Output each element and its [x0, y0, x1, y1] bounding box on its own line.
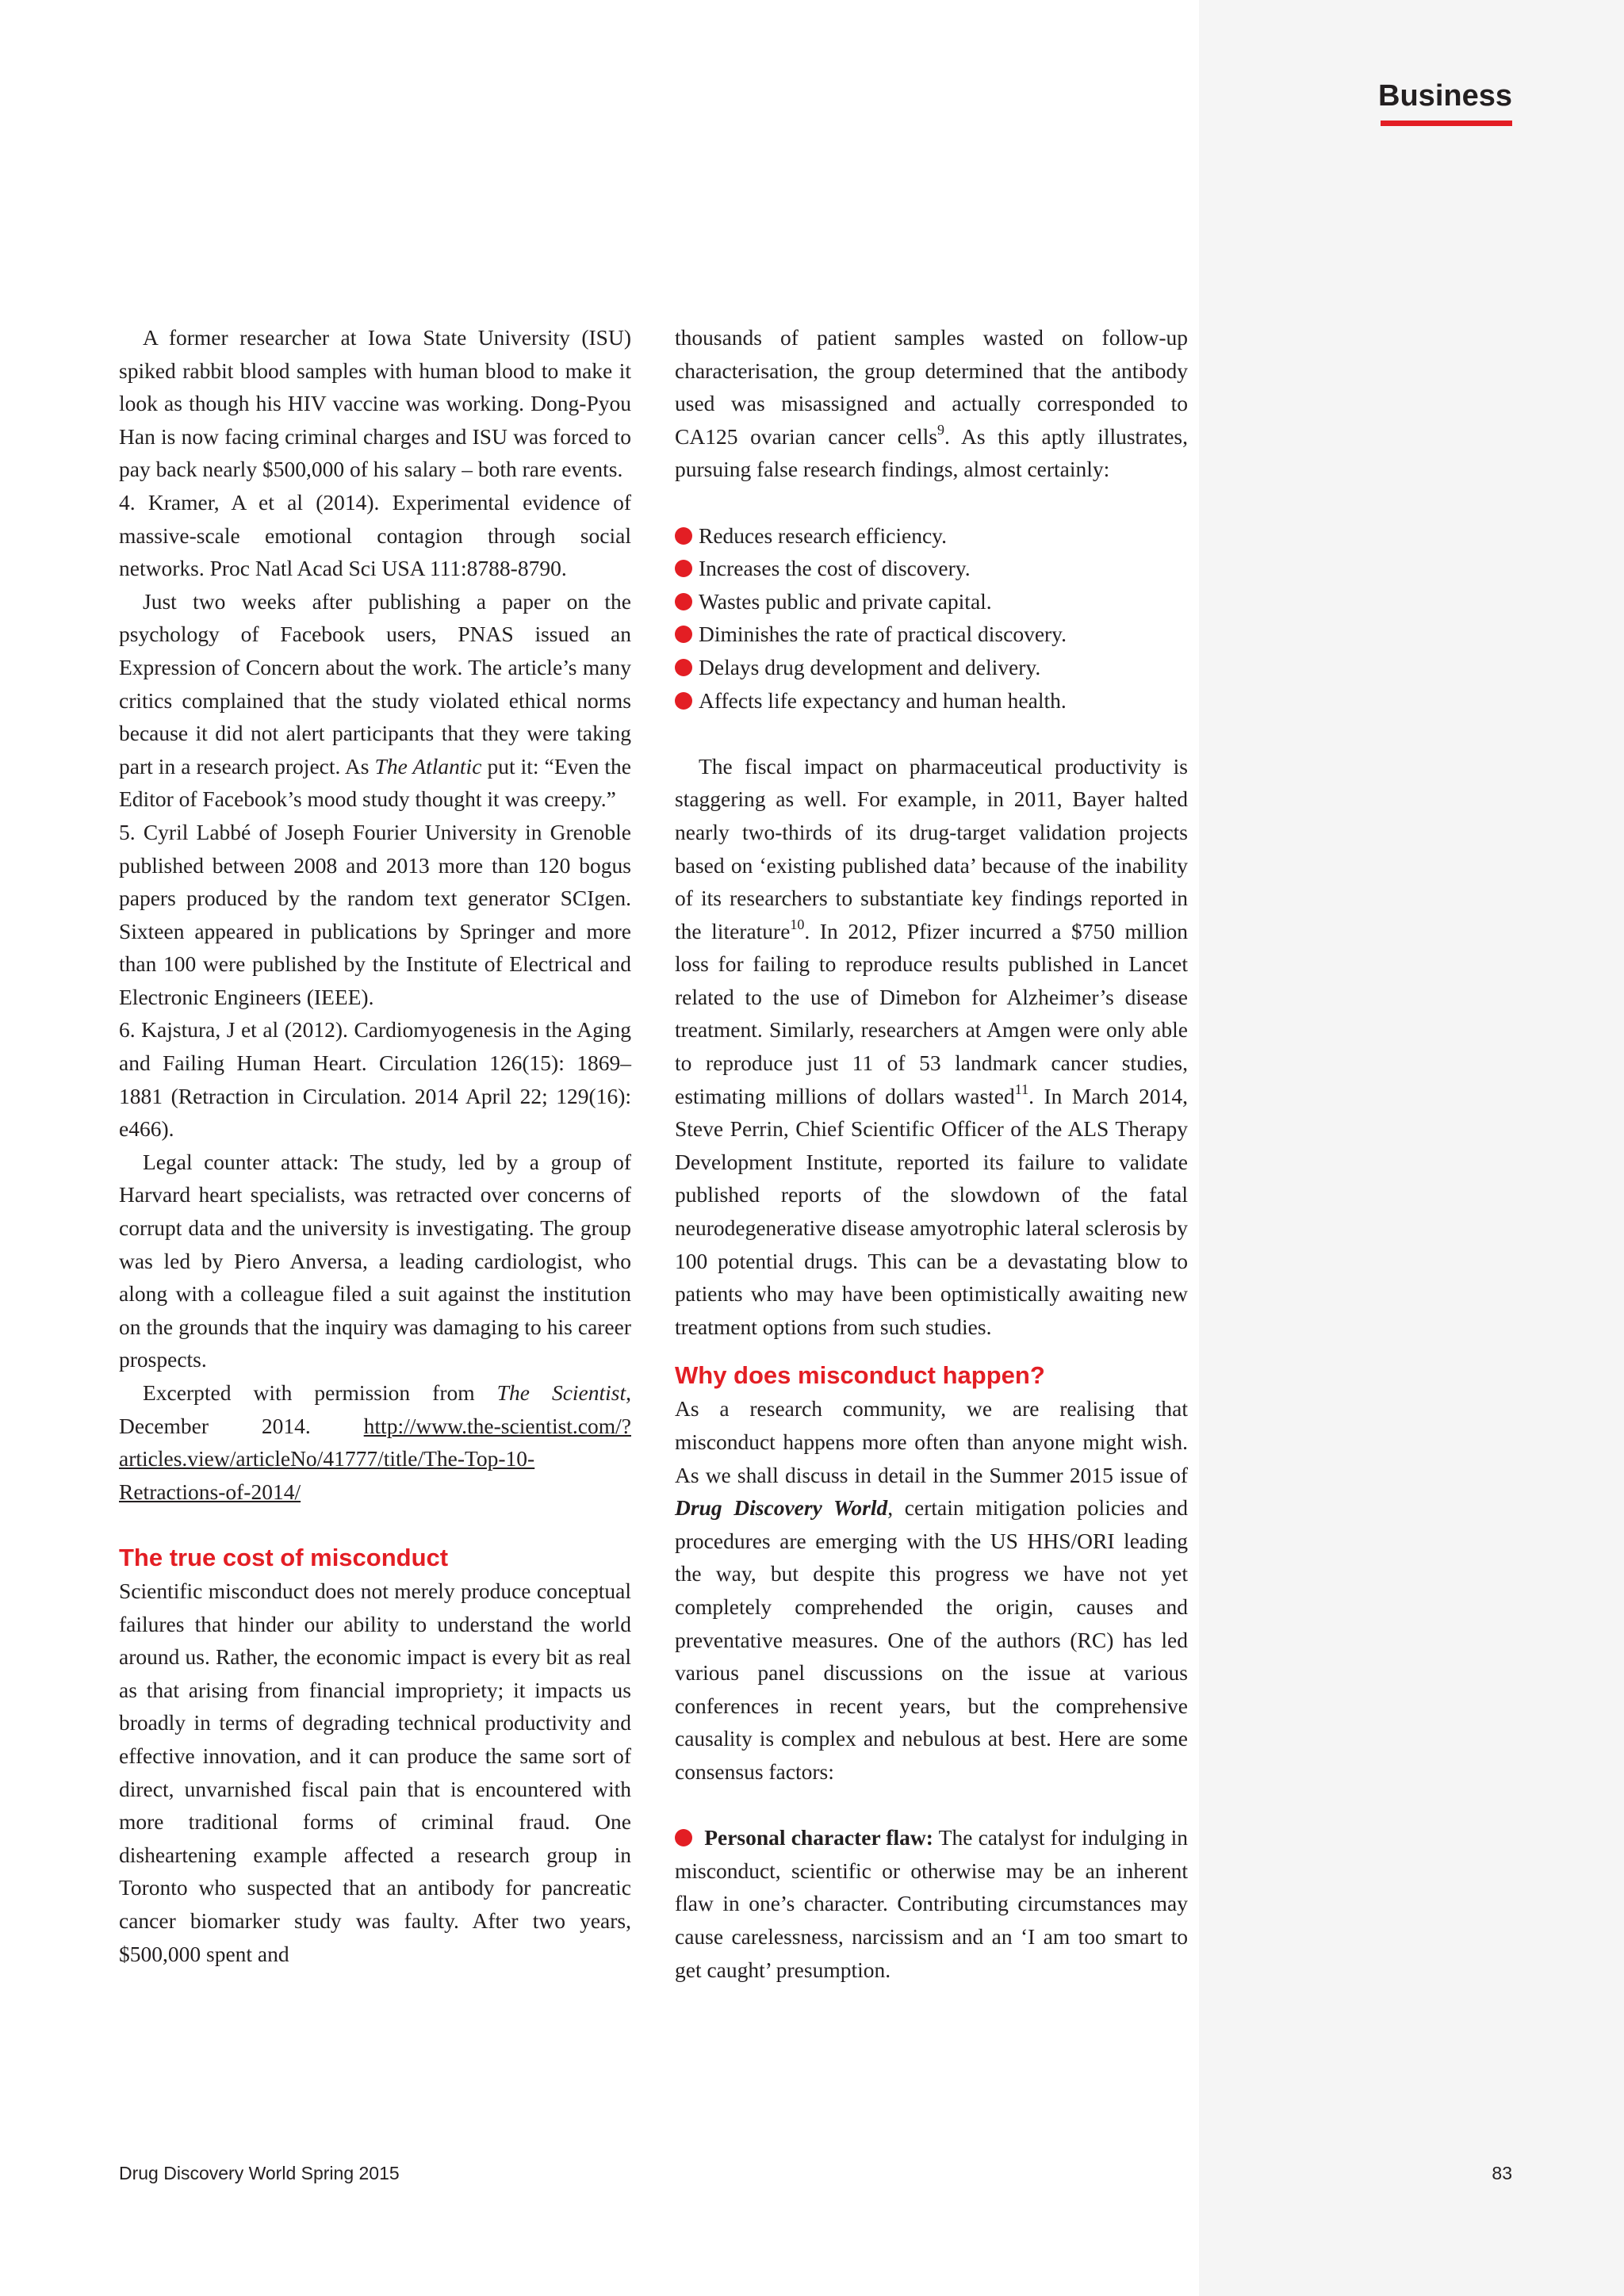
- bullet-paragraph: Personal character flaw: The catalyst for indulging in misconduct, scientific or otherwise may be an inherent flaw in one’s character. Contributing circumstances may cause carelessness, narcissism and an ‘I am too smart to get caught’ presumption.: [675, 1825, 1188, 1982]
- list-item: Diminishes the rate of practical discovery.: [675, 618, 1188, 651]
- bullet-icon: [675, 626, 692, 643]
- section-label: Business: [1378, 79, 1512, 113]
- right-column: [675, 321, 1188, 1986]
- paragraph: Excerpted with permission from The Scientist, December 2014. http://www.the-scientist.com/?articles.view/articleNo/41777/title/The-Top-10-Retractions-of-2014/: [119, 1380, 631, 1504]
- list-item: Reduces research efficiency.: [675, 519, 1188, 553]
- list-item: Affects life expectancy and human health.: [675, 684, 1188, 718]
- right-shaded-margin: [1199, 0, 1624, 2296]
- page-number: 83: [1492, 2163, 1512, 2183]
- bullet-icon: [675, 560, 692, 577]
- paragraph: Scientific misconduct does not merely produce conceptual failures that hinder our ability to understand the world around us. Rather, the economic impact is every bit as real as that arising from financial impropriety; it impacts us broadly in terms of degrading technical productivity and effective innovation, and it can produce the same sort of direct, unvarnished fiscal pain that is encountered with more traditional forms of criminal fraud. One disheartening example affected a research group in Toronto who suspected that an antibody for pancreatic cancer biomarker study was faulty. After two years, $500,000 spent and: [119, 1578, 631, 1966]
- bullet-icon: [675, 659, 692, 676]
- paragraph: Just two weeks after publishing a paper on the psychology of Facebook users, PNAS issued an Expression of Concern about the work. The article’s many critics complained that the study violated ethical norms because it did not alert participants that they were taking part in a research project. As The Atlantic put it: “Even the Editor of Facebook’s mood study thought it was creepy.”: [119, 588, 631, 812]
- paragraph: The fiscal impact on pharmaceutical productivity is staggering as well. For example, in 2011, Bayer halted nearly two-thirds of its drug-target validation projects based on ‘existing published data’ because of the inability of its researchers to substantiate key findings reported in the literature$^{10}$. In 2012, Pfizer incurred a $750 million loss for failing to reproduce results published in Lancet related to the use of Dimebon for Alzheimer’s disease treatment. Similarly, researchers at Amgen were only able to reproduce just 11 of 53 landmark cancer studies, estimating millions of dollars wasted$^{11}$. In March 2014, Steve Perrin, Chief Scientific Officer of the ALS Therapy Development Institute, reported its failure to validate published reports of the slowdown of the fatal neurodegenerative disease amyotrophic lateral sclerosis by 100 potential drugs. This can be a devastating blow to patients who may have been optimistically awaiting new treatment options from such studies.: [675, 753, 1188, 1339]
- section-underline: [1381, 121, 1512, 126]
- reference: 6. Kajstura, J et al (2012). Cardiomyogenesis in the Aging and Failing Human Heart. Circulation 126(15): 1869–1881 (Retraction in Circulation. 2014 April 22; 129(16): e466).: [119, 1017, 631, 1142]
- bullet-list: [675, 519, 1188, 718]
- article-link[interactable]: http://www.the-scientist.com/?articles.view/articleNo/41777/title/The-Top-10-Retractions-of-2014/: [119, 1413, 631, 1504]
- paragraph: As a research community, we are realising that misconduct happens more often than anyone might wish. As we shall discuss in detail in the Summer 2015 issue of Drug Discovery World, certain mitigation policies and procedures are emerging with the US HHS/ORI leading the way, but despite this progress we have not yet completely comprehended the origin, causes and preventative measures. One of the authors (RC) has led various panel discussions on the issue at various conferences in recent years, but the comprehensive causality is complex and nebulous at best. Here are some consensus factors:: [675, 1396, 1188, 1784]
- reference: 5. Cyril Labbé of Joseph Fourier University in Grenoble published between 2008 and 2013 more than 120 bogus papers produced by the random text generator SCIgen. Sixteen appeared in publications by Springer and more than 100 were published by the Institute of Electrical and Electronic Engineers (IEEE).: [119, 819, 631, 1009]
- bullet-icon: [675, 593, 692, 610]
- paragraph: thousands of patient samples wasted on follow-up characterisation, the group determined that the antibody used was misassigned and actually corresponded to CA125 ovarian cancer cells$^9$. As this aptly illustrates, pursuing false research findings, almost certainly:: [675, 325, 1188, 482]
- bullet-icon: [675, 527, 692, 545]
- reference: 4. Kramer, A et al (2014). Experimental evidence of massive-scale emotional contagion through social networks. Proc Natl Acad Sci USA 111:8788-8790.: [119, 489, 631, 581]
- footer-publication: Drug Discovery World Spring 2015: [119, 2163, 400, 2183]
- bullet-icon: [675, 692, 692, 710]
- list-item: Delays drug development and delivery.: [675, 651, 1188, 684]
- list-item: Increases the cost of discovery.: [675, 552, 1188, 585]
- paragraph: Legal counter attack: The study, led by a group of Harvard heart specialists, was retracted over concerns of corrupt data and the university is investigating. The group was led by Piero Anversa, a leading cardiologist, who along with a colleague filed a suit against the institution on the grounds that the inquiry was damaging to his career prospects.: [119, 1149, 631, 1372]
- paragraph: A former researcher at Iowa State University (ISU) spiked rabbit blood samples with human blood to make it look as though his HIV vaccine was working. Dong-Pyou Han is now facing criminal charges and ISU was forced to pay back nearly $500,000 of his salary – both rare events.: [119, 325, 631, 482]
- bullet-icon: [675, 1829, 692, 1846]
- list-item: Wastes public and private capital.: [675, 585, 1188, 618]
- section-heading: Why does misconduct happen?: [675, 1361, 1045, 1390]
- section-heading: The true cost of misconduct: [119, 1543, 449, 1571]
- left-column: [119, 321, 631, 1970]
